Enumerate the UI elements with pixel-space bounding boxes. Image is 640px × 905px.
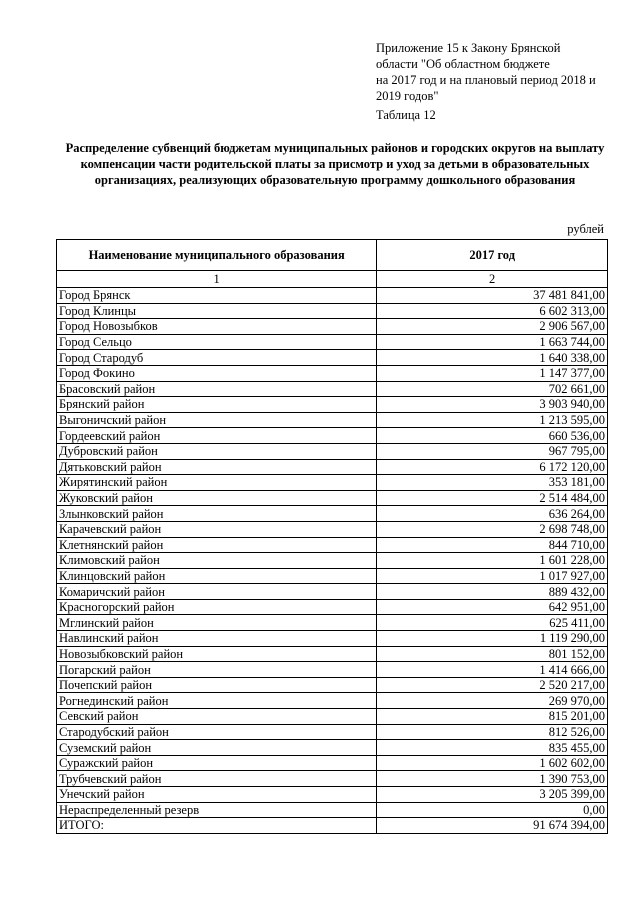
table-row — [57, 771, 608, 787]
subsidy-amount: 269 970,00 — [377, 693, 608, 709]
municipality-name: Трубчевский район — [57, 771, 377, 787]
table-row — [57, 631, 608, 647]
municipality-name: Город Новозыбков — [57, 319, 377, 335]
municipality-name: Суземский район — [57, 740, 377, 756]
table-row — [57, 303, 608, 319]
municipality-name: Дятьковский район — [57, 459, 377, 475]
subsidy-amount: 6 602 313,00 — [377, 303, 608, 319]
unit-label: рублей — [567, 222, 604, 236]
municipality-name: ИТОГО: — [57, 818, 377, 834]
subsidy-amount: 1 602 602,00 — [377, 755, 608, 771]
table-row — [57, 334, 608, 350]
column-header-year: 2017 год — [377, 240, 608, 271]
municipality-name: Навлинский район — [57, 631, 377, 647]
appendix-note — [376, 40, 626, 104]
municipality-name: Рогнединский район — [57, 693, 377, 709]
subsidy-amount: 702 661,00 — [377, 381, 608, 397]
subsidy-amount: 636 264,00 — [377, 506, 608, 522]
table-row — [57, 475, 608, 491]
table-row — [57, 724, 608, 740]
subsidy-amount: 6 172 120,00 — [377, 459, 608, 475]
subsidy-amount: 2 514 484,00 — [377, 490, 608, 506]
table-row — [57, 662, 608, 678]
subsidy-amount: 3 903 940,00 — [377, 397, 608, 413]
municipality-name: Карачевский район — [57, 521, 377, 537]
table-body — [57, 288, 608, 834]
subsidy-amount: 889 432,00 — [377, 584, 608, 600]
municipality-name: Комаричский район — [57, 584, 377, 600]
municipality-name: Дубровский район — [57, 443, 377, 459]
subsidy-amount: 2 906 567,00 — [377, 319, 608, 335]
subsidy-amount: 37 481 841,00 — [377, 288, 608, 304]
subsidy-amount: 801 152,00 — [377, 646, 608, 662]
subsidy-amount: 625 411,00 — [377, 615, 608, 631]
municipality-name: Город Стародуб — [57, 350, 377, 366]
subsidy-amount: 353 181,00 — [377, 475, 608, 491]
subsidy-amount: 642 951,00 — [377, 599, 608, 615]
subsidy-amount: 3 205 399,00 — [377, 787, 608, 803]
table-row — [57, 584, 608, 600]
table-row — [57, 319, 608, 335]
municipality-name: Город Клинцы — [57, 303, 377, 319]
table-row — [57, 553, 608, 569]
subsidy-amount: 2 520 217,00 — [377, 677, 608, 693]
municipality-name: Брянский район — [57, 397, 377, 413]
table-row — [57, 537, 608, 553]
subsidy-amount: 1 213 595,00 — [377, 412, 608, 428]
column-header-name: Наименование муниципального образования — [57, 240, 377, 271]
appendix-line: Приложение 15 к Закону Брянской — [376, 41, 561, 55]
table-row — [57, 506, 608, 522]
municipality-name: Брасовский район — [57, 381, 377, 397]
subsidy-amount: 0,00 — [377, 802, 608, 818]
table-row — [57, 397, 608, 413]
subsidy-amount: 1 601 228,00 — [377, 553, 608, 569]
table-row — [57, 599, 608, 615]
table-row — [57, 709, 608, 725]
subsidy-amount: 812 526,00 — [377, 724, 608, 740]
municipality-name: Клетнянский район — [57, 537, 377, 553]
table-label: Таблица 12 — [376, 108, 436, 122]
municipality-name: Город Брянск — [57, 288, 377, 304]
municipality-name: Мглинский район — [57, 615, 377, 631]
column-number: 1 — [57, 271, 377, 288]
municipality-name: Город Фокино — [57, 365, 377, 381]
table-row — [57, 568, 608, 584]
subsidy-amount: 1 017 927,00 — [377, 568, 608, 584]
subsidy-amount: 835 455,00 — [377, 740, 608, 756]
municipality-name: Почепский район — [57, 677, 377, 693]
municipality-name: Климовский район — [57, 553, 377, 569]
appendix-line: области "Об областном бюджете — [376, 57, 550, 71]
subsidy-table — [56, 239, 608, 834]
subsidy-amount: 91 674 394,00 — [377, 818, 608, 834]
column-number-row — [57, 271, 608, 288]
municipality-name: Погарский район — [57, 662, 377, 678]
subsidy-amount: 844 710,00 — [377, 537, 608, 553]
municipality-name: Город Сельцо — [57, 334, 377, 350]
table-row — [57, 521, 608, 537]
table-row — [57, 459, 608, 475]
table-row — [57, 615, 608, 631]
municipality-name: Новозыбковский район — [57, 646, 377, 662]
municipality-name: Злынковский район — [57, 506, 377, 522]
column-number: 2 — [377, 271, 608, 288]
municipality-name: Клинцовский район — [57, 568, 377, 584]
table-row — [57, 787, 608, 803]
municipality-name: Нераспределенный резерв — [57, 802, 377, 818]
table-row — [57, 490, 608, 506]
municipality-name: Суражский район — [57, 755, 377, 771]
table-row — [57, 288, 608, 304]
table-row — [57, 646, 608, 662]
subsidy-amount: 1 414 666,00 — [377, 662, 608, 678]
document-title: Распределение субвенций бюджетам муниципальных районов и городских округов на выплату компенсации части родительской платы за присмотр и уход за детьми в образовательных организациях, реализующих образовательную программу дошкольного образования — [65, 141, 605, 187]
table-row — [57, 428, 608, 444]
subsidy-amount: 1 640 338,00 — [377, 350, 608, 366]
subsidy-amount: 815 201,00 — [377, 709, 608, 725]
subsidy-amount: 1 119 290,00 — [377, 631, 608, 647]
table-row — [57, 740, 608, 756]
municipality-name: Выгоничский район — [57, 412, 377, 428]
table-row — [57, 350, 608, 366]
table-row — [57, 381, 608, 397]
table-row — [57, 443, 608, 459]
table-row — [57, 365, 608, 381]
subsidy-amount: 1 147 377,00 — [377, 365, 608, 381]
municipality-name: Стародубский район — [57, 724, 377, 740]
subsidy-amount: 1 390 753,00 — [377, 771, 608, 787]
municipality-name: Красногорский район — [57, 599, 377, 615]
header-row — [57, 240, 608, 271]
appendix-line: 2019 годов" — [376, 89, 439, 103]
table-row — [57, 755, 608, 771]
municipality-name: Унечский район — [57, 787, 377, 803]
appendix-line: на 2017 год и на плановый период 2018 и — [376, 73, 596, 87]
municipality-name: Севский район — [57, 709, 377, 725]
municipality-name: Гордеевский район — [57, 428, 377, 444]
subsidy-amount: 2 698 748,00 — [377, 521, 608, 537]
subsidy-amount: 660 536,00 — [377, 428, 608, 444]
table-row — [57, 677, 608, 693]
table-row — [57, 802, 608, 818]
table-row — [57, 818, 608, 834]
subsidy-amount: 967 795,00 — [377, 443, 608, 459]
table-row — [57, 693, 608, 709]
subsidy-amount: 1 663 744,00 — [377, 334, 608, 350]
municipality-name: Жуковский район — [57, 490, 377, 506]
table-row — [57, 412, 608, 428]
municipality-name: Жирятинский район — [57, 475, 377, 491]
